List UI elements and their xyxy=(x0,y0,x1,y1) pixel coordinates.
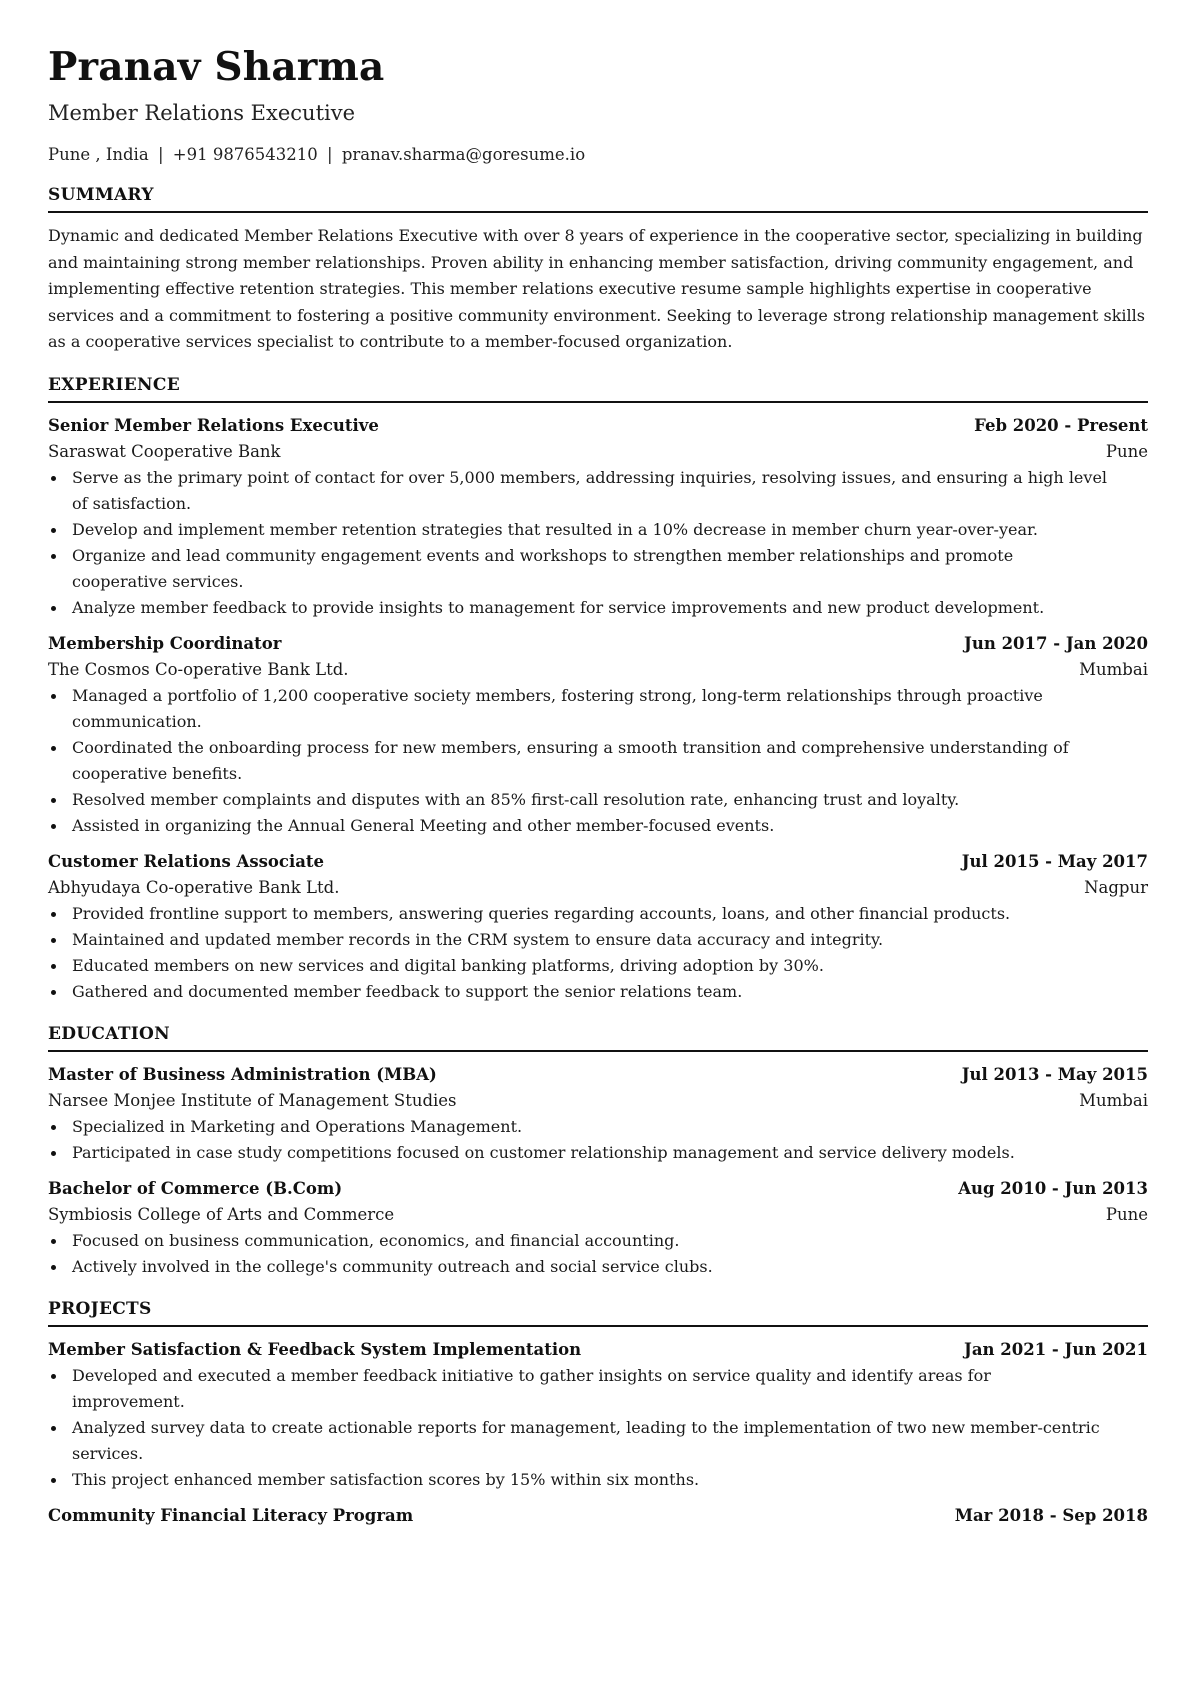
bullet-item: Focused on business communication, economics, and financial accounting. xyxy=(48,1228,1148,1254)
job-company: The Cosmos Co-operative Bank Ltd. xyxy=(48,659,349,679)
bullet-item: Gathered and documented member feedback to support the senior relations team. xyxy=(48,979,1148,1005)
job-location: Mumbai xyxy=(1079,659,1148,679)
job-dates: Jul 2015 - May 2017 xyxy=(961,851,1148,871)
education-entry-school xyxy=(48,1202,1148,1228)
degree-dates: Aug 2010 - Jun 2013 xyxy=(958,1178,1148,1198)
bullet-item: This project enhanced member satisfaction scores by 15% within six months. xyxy=(48,1467,1148,1493)
summary-section xyxy=(48,184,1148,356)
degree-name: Bachelor of Commerce (B.Com) xyxy=(48,1178,343,1198)
experience-entry-org xyxy=(48,657,1148,683)
project-dates: Mar 2018 - Sep 2018 xyxy=(954,1505,1148,1525)
job-bullets xyxy=(48,683,1148,839)
education-entry xyxy=(48,1176,1148,1280)
education-section xyxy=(48,1023,1148,1280)
section-heading-summary: SUMMARY xyxy=(48,184,1148,213)
experience-entry xyxy=(48,849,1148,1005)
experience-entry-header xyxy=(48,849,1148,875)
bullet-item: Maintained and updated member records in the CRM system to ensure data accuracy and integrity. xyxy=(48,927,1148,953)
job-role: Customer Relations Associate xyxy=(48,851,325,871)
project-bullets xyxy=(48,1363,1148,1493)
degree-dates: Jul 2013 - May 2015 xyxy=(961,1064,1148,1084)
school-location: Pune xyxy=(1105,1204,1148,1224)
section-heading-experience: EXPERIENCE xyxy=(48,374,1148,403)
section-heading-education: EDUCATION xyxy=(48,1023,1148,1052)
project-entry-header xyxy=(48,1503,1148,1529)
contact-location: Pune , India xyxy=(48,145,149,164)
bullet-item: Analyzed survey data to create actionable reports for management, leading to the implementation of two new member-centric services. xyxy=(48,1415,1148,1467)
education-entry xyxy=(48,1062,1148,1166)
project-entry xyxy=(48,1503,1148,1529)
project-dates: Jan 2021 - Jun 2021 xyxy=(964,1339,1148,1359)
school-location: Mumbai xyxy=(1079,1090,1148,1110)
project-entry-header xyxy=(48,1337,1148,1363)
job-role: Senior Member Relations Executive xyxy=(48,415,379,435)
project-name: Member Satisfaction & Feedback System Implementation xyxy=(48,1339,582,1359)
experience-entry-header xyxy=(48,413,1148,439)
job-company: Abhyudaya Co-operative Bank Ltd. xyxy=(48,877,340,897)
job-role: Membership Coordinator xyxy=(48,633,282,653)
bullet-item: Actively involved in the college's community outreach and social service clubs. xyxy=(48,1254,1148,1280)
bullet-item: Specialized in Marketing and Operations Management. xyxy=(48,1114,1148,1140)
job-dates: Feb 2020 - Present xyxy=(974,415,1148,435)
job-bullets xyxy=(48,465,1148,621)
job-bullets xyxy=(48,901,1148,1005)
contact-line xyxy=(48,144,1148,166)
school-name: Symbiosis College of Arts and Commerce xyxy=(48,1204,395,1224)
experience-entry-org xyxy=(48,875,1148,901)
experience-entry xyxy=(48,631,1148,839)
contact-separator: | xyxy=(157,145,164,164)
candidate-name: Pranav Sharma xyxy=(48,44,385,90)
project-name: Community Financial Literacy Program xyxy=(48,1505,414,1525)
education-bullets xyxy=(48,1228,1148,1280)
job-location: Pune xyxy=(1105,441,1148,461)
degree-name: Master of Business Administration (MBA) xyxy=(48,1064,437,1084)
education-entry-school xyxy=(48,1088,1148,1114)
bullet-item: Resolved member complaints and disputes with an 85% first-call resolution rate, enhancing trust and loyalty. xyxy=(48,787,1148,813)
bullet-item: Provided frontline support to members, answering queries regarding accounts, loans, and other financial products. xyxy=(48,901,1148,927)
school-name: Narsee Monjee Institute of Management Studies xyxy=(48,1090,457,1110)
contact-email: pranav.sharma@goresume.io xyxy=(341,145,586,164)
contact-phone: +91 9876543210 xyxy=(172,145,318,164)
job-dates: Jun 2017 - Jan 2020 xyxy=(964,633,1148,653)
section-heading-projects: PROJECTS xyxy=(48,1298,1148,1327)
projects-section xyxy=(48,1298,1148,1529)
bullet-item: Developed and executed a member feedback initiative to gather insights on service quality and identify areas for improvement. xyxy=(48,1363,1148,1415)
bullet-item: Coordinated the onboarding process for new members, ensuring a smooth transition and comprehensive understanding of cooperative benefits. xyxy=(48,735,1148,787)
job-company: Saraswat Cooperative Bank xyxy=(48,441,281,461)
contact-separator: | xyxy=(327,145,333,164)
experience-entry xyxy=(48,413,1148,621)
experience-section xyxy=(48,374,1148,1005)
bullet-item: Participated in case study competitions focused on customer relationship management and service delivery models. xyxy=(48,1140,1148,1166)
education-entry-header xyxy=(48,1176,1148,1202)
experience-entry-header xyxy=(48,631,1148,657)
bullet-item: Assisted in organizing the Annual General Meeting and other member-focused events. xyxy=(48,813,1148,839)
bullet-item: Serve as the primary point of contact for over 5,000 members, addressing inquiries, resolving issues, and ensuring a high level of satisfaction. xyxy=(48,465,1148,517)
bullet-item: Analyze member feedback to provide insights to management for service improvements and new product development. xyxy=(48,595,1148,621)
bullet-item: Managed a portfolio of 1,200 cooperative society members, fostering strong, long-term relationships through proactive communication. xyxy=(48,683,1148,735)
education-bullets xyxy=(48,1114,1148,1166)
project-entry xyxy=(48,1337,1148,1493)
bullet-item: Develop and implement member retention strategies that resulted in a 10% decrease in member churn year-over-year. xyxy=(48,517,1148,543)
candidate-title: Member Relations Executive xyxy=(48,101,356,125)
job-location: Nagpur xyxy=(1084,877,1148,897)
resume-header xyxy=(48,44,1148,166)
bullet-item: Organize and lead community engagement events and workshops to strengthen member relationships and promote cooperative services. xyxy=(48,543,1148,595)
bullet-item: Educated members on new services and digital banking platforms, driving adoption by 30%. xyxy=(48,953,1148,979)
experience-entry-org xyxy=(48,439,1148,465)
summary-text: Dynamic and dedicated Member Relations Executive with over 8 years of experience in the cooperative sector, specializing in building and maintaining strong member relationships. Proven ability in enhancing member satisfaction, driving community engagement, and implementing effective retention strategies. This member relations executive resume sample highlights expertise in cooperative services and a commitment to fostering a positive community environment. Seeking to leverage strong relationship management skills as a cooperative services specialist to contribute to a member-focused organization. xyxy=(48,226,1145,351)
education-entry-header xyxy=(48,1062,1148,1088)
